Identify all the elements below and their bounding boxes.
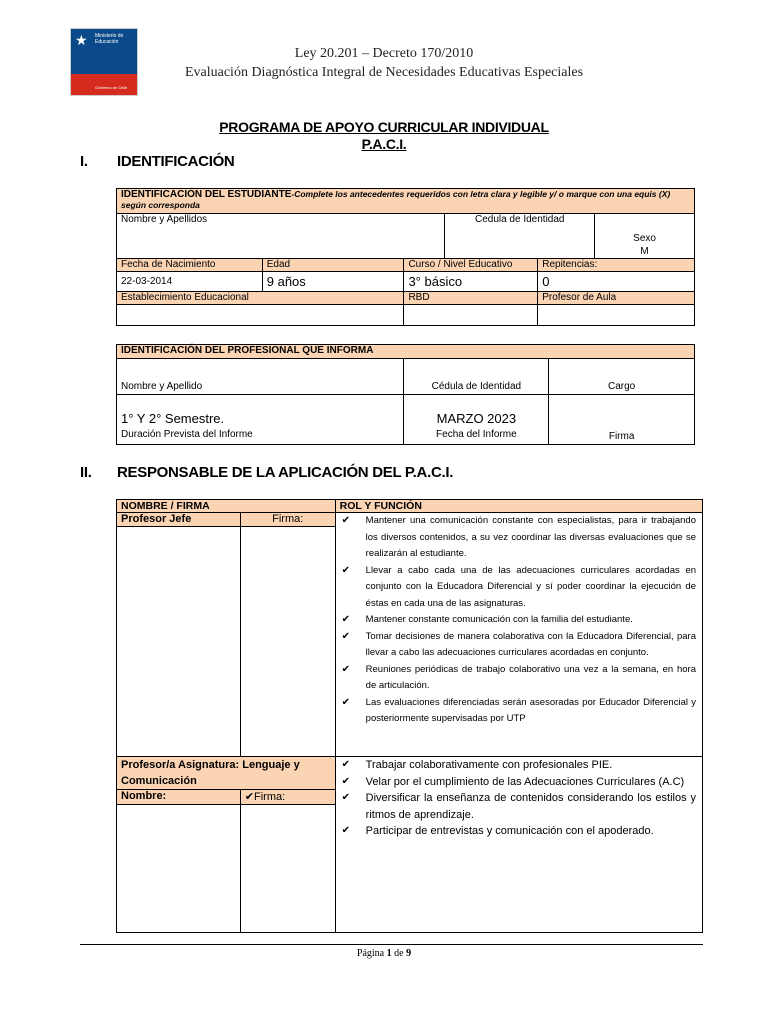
professional-id-label: Cédula de Identidad <box>404 359 549 395</box>
role-item: ✔ Tomar decisiones de manera colaborativa con la Educadora Diferencial, para llevar a cabo las adecuaciones curriculares acordadas en conjunto. <box>336 629 696 662</box>
section-1-title: IDENTIFICACIÓN <box>117 153 235 170</box>
duration-cell: 1° Y 2° Semestre. Duración Prevista del Informe <box>117 395 404 445</box>
section-2-number: II. <box>80 464 92 481</box>
age-value: 9 años <box>262 272 404 292</box>
course-value: 3° básico <box>404 272 538 292</box>
student-id-label: Cedula de Identidad <box>445 214 595 259</box>
student-sex-cell: Sexo M <box>595 214 695 259</box>
professional-name-label: Nombre y Apellido <box>117 359 404 395</box>
role-item: ✔ Mantener constante comunicación con la familia del estudiante. <box>336 612 696 629</box>
logo-text: Ministerio de Educación <box>95 33 124 45</box>
section-1-number: I. <box>80 153 88 170</box>
document-subtitle: P.A.C.I. <box>361 136 407 152</box>
professional-table <box>116 344 695 445</box>
col-name-sign: NOMBRE / FIRMA <box>117 500 336 513</box>
star-icon: ★ <box>75 32 88 48</box>
repetitions-label: Repitencias: <box>538 259 695 272</box>
head-teacher-sign-label: Firma: <box>240 513 335 527</box>
footer-rule <box>80 944 703 945</box>
role-item: ✔ Las evaluaciones diferenciadas serán asesoradas por Educador Diferencial y posteriormente supervisadas por UTP <box>336 695 696 728</box>
subject-sign-cell <box>240 805 335 933</box>
role-item: ✔ Participar de entrevistas y comunicación con el apoderado. <box>336 823 696 840</box>
document-title: PROGRAMA DE APOYO CURRICULAR INDIVIDUAL <box>219 119 549 135</box>
page-number: Página 1 de 9 <box>356 948 412 959</box>
role-item: ✔ Llevar a cabo cada una de las adecuaciones curriculares acordadas en conjunto con la Educadora Diferencial y sí poder coordinar la ejecución de éstas en cada una de las asignaturas. <box>336 563 696 613</box>
role-item: ✔ Velar por el cumplimiento de las Adecuaciones Curriculares (A.C) <box>336 774 696 791</box>
subject-sign-label: ✔Firma: <box>240 790 335 805</box>
head-teacher-label: Profesor Jefe <box>117 513 241 527</box>
header-line-1: Ley 20.201 – Decreto 170/2010 <box>294 46 474 61</box>
teacher-label: Profesor de Aula <box>538 292 695 305</box>
role-item: ✔ Diversificar la enseñanza de contenidos considerando los estilos y ritmos de aprendizaje. <box>336 790 696 823</box>
subject-name-cell <box>117 805 241 933</box>
ministry-logo <box>70 28 138 96</box>
role-item: ✔ Reuniones periódicas de trabajo colaborativo una vez a la semana, en hora de articulación. <box>336 662 696 695</box>
student-id-table <box>116 188 695 326</box>
student-id-heading: IDENTIFICACIÓN DEL ESTUDIANTE-Complete los antecedentes requeridos con letra clara y legible y/ o marque con una equis (X) según corresponda <box>117 189 695 214</box>
role-item: ✔ Mantener una comunicación constante con especialistas, para ir trabajando los diversos contenidos, a su vez coordinar las diversas evaluaciones que se realizarán al estudiante. <box>336 513 696 563</box>
professional-heading: IDENTIFICACIÓN DEL PROFESIONAL QUE INFORMA <box>117 345 695 359</box>
student-name-label: Nombre y Apellidos <box>117 214 445 259</box>
rbd-label: RBD <box>404 292 538 305</box>
birth-value: 22-03-2014 <box>117 272 263 292</box>
col-role: ROL Y FUNCIÓN <box>335 500 702 513</box>
header-line-2: Evaluación Diagnóstica Integral de Necesidades Educativas Especiales <box>184 65 584 80</box>
head-teacher-name-cell <box>117 527 241 757</box>
responsible-table <box>116 499 703 933</box>
date-cell: MARZO 2023 Fecha del Informe <box>404 395 549 445</box>
logo-subtext: Gobierno de Chile <box>95 85 128 90</box>
signature-label: Firma <box>549 395 695 445</box>
subject-teacher-label: Profesor/a Asignatura: Lenguaje y Comunicación <box>117 757 336 790</box>
role-item: ✔ Trabajar colaborativamente con profesionales PIE. <box>336 757 696 774</box>
birth-label: Fecha de Nacimiento <box>117 259 263 272</box>
head-teacher-sign-cell <box>240 527 335 757</box>
subject-teacher-roles <box>335 757 702 933</box>
age-label: Edad <box>262 259 404 272</box>
head-teacher-roles <box>335 513 702 757</box>
repetitions-value: 0 <box>538 272 695 292</box>
school-label: Establecimiento Educacional <box>117 292 404 305</box>
subject-name-label: Nombre: <box>117 790 241 805</box>
section-2-title: RESPONSABLE DE LA APLICACIÓN DEL P.A.C.I. <box>117 464 454 481</box>
course-label: Curso / Nivel Educativo <box>404 259 538 272</box>
professional-role-label: Cargo <box>549 359 695 395</box>
